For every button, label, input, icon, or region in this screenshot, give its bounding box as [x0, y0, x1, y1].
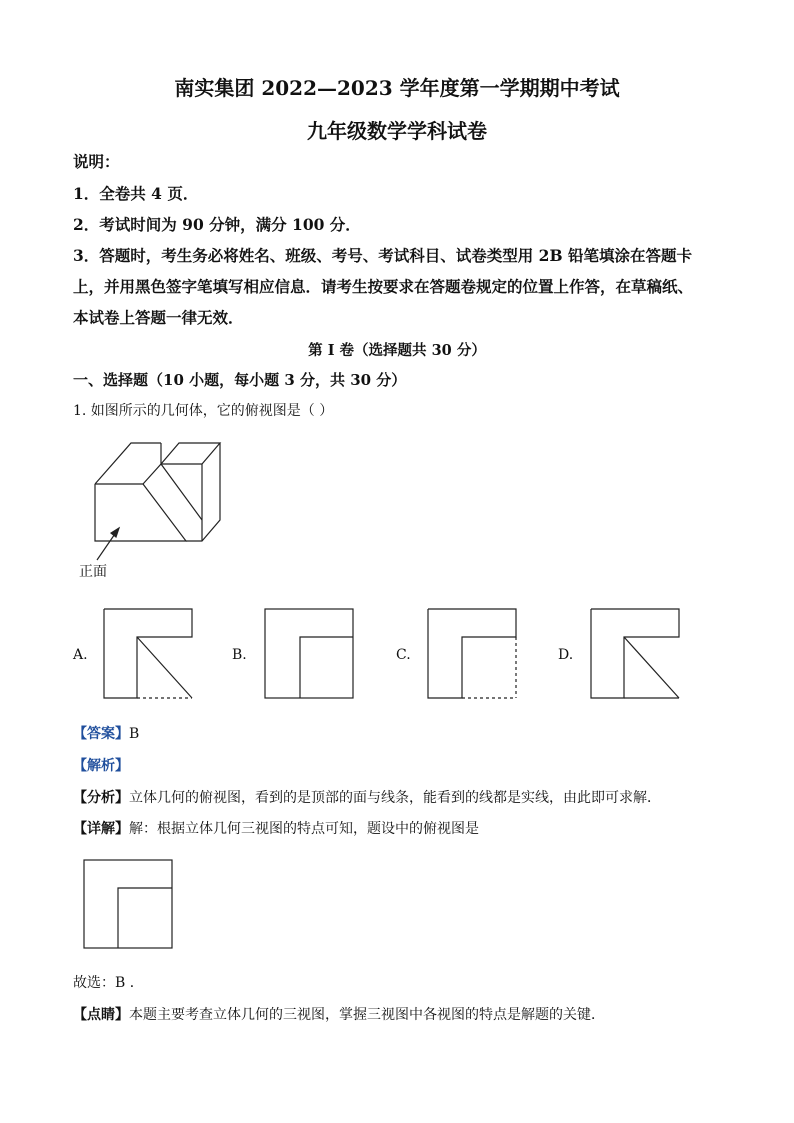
- analysis-heading: [73, 755, 129, 775]
- option-c-figure: [424, 605, 524, 701]
- analysis-fenxi-line: [73, 787, 661, 807]
- option-a-figure: [100, 605, 200, 701]
- exam-subtitle: 九年级数学学科试卷: [307, 119, 487, 143]
- solution-figure: [80, 856, 180, 952]
- choice-line: 故选：B ．: [73, 975, 144, 991]
- front-arrow-head: [111, 528, 119, 537]
- option-c-label: C.: [396, 647, 411, 663]
- xiangjie-text: 解：根据立体几何三视图的特点可知，题设中的俯视图是: [129, 821, 479, 837]
- answer-line: [73, 723, 139, 743]
- exam-title: 南实集团 2022—2023 学年度第一学期期中考试: [174, 76, 620, 100]
- top-back-edge: [95, 443, 161, 484]
- front-face-edge: [95, 484, 186, 541]
- question-1-stem: 1. 如图所示的几何体，它的俯视图是（ ）: [73, 403, 334, 419]
- instruction-item-3-line-1: 3．答题时，考生务必将姓名、班级、考号、考试科目、试卷类型用 2B 铅笔填涂在答题卡: [73, 246, 692, 265]
- front-face-label: 正面: [79, 564, 107, 580]
- answer-tag: 【答案】: [73, 726, 129, 742]
- volume-heading: 第 I 卷（选择题共 30 分）: [308, 342, 486, 359]
- cube-top-edge: [161, 443, 220, 464]
- analysis-xiangjie-line: [73, 818, 479, 838]
- option-d-figure: [587, 605, 687, 701]
- instruction-item-2: 2．考试时间为 90 分钟，满分 100 分．: [73, 215, 361, 234]
- instructions-heading: 说明：: [73, 152, 120, 171]
- top-slant-edge: [143, 443, 161, 484]
- fenxi-tag: 【分析】: [73, 790, 129, 806]
- option-d-label: D.: [558, 647, 574, 663]
- cube-diagonal-edge: [161, 464, 202, 520]
- option-b-figure: [261, 605, 361, 701]
- option-b-label: B.: [232, 647, 247, 663]
- dianjing-text: 本题主要考查立体几何的三视图，掌握三视图中各视图的特点是解题的关键．: [129, 1007, 605, 1023]
- fenxi-text: 立体几何的俯视图，看到的是顶部的面与线条，能看到的线都是实线，由此即可求解．: [129, 790, 661, 806]
- dianjing-tag: 【点睛】: [73, 1007, 129, 1023]
- dianjing-line: [73, 1004, 605, 1024]
- xiangjie-tag: 【详解】: [73, 821, 129, 837]
- instruction-item-3-line-2: 上，并用黑色签字笔填写相应信息．请考生按要求在答题卷规定的位置上作答，在草稿纸、: [73, 277, 694, 296]
- answer-value: B: [129, 726, 140, 742]
- instruction-item-3-line-3: 本试卷上答题一律无效．: [73, 308, 244, 327]
- option-a-label: A.: [73, 647, 88, 663]
- analysis-tag: 【解析】: [73, 758, 129, 774]
- section-heading: 一、选择题（10 小题，每小题 3 分，共 30 分）: [73, 371, 407, 389]
- cube-right-edge: [186, 443, 220, 541]
- instruction-item-1: 1．全卷共 4 页．: [73, 184, 199, 203]
